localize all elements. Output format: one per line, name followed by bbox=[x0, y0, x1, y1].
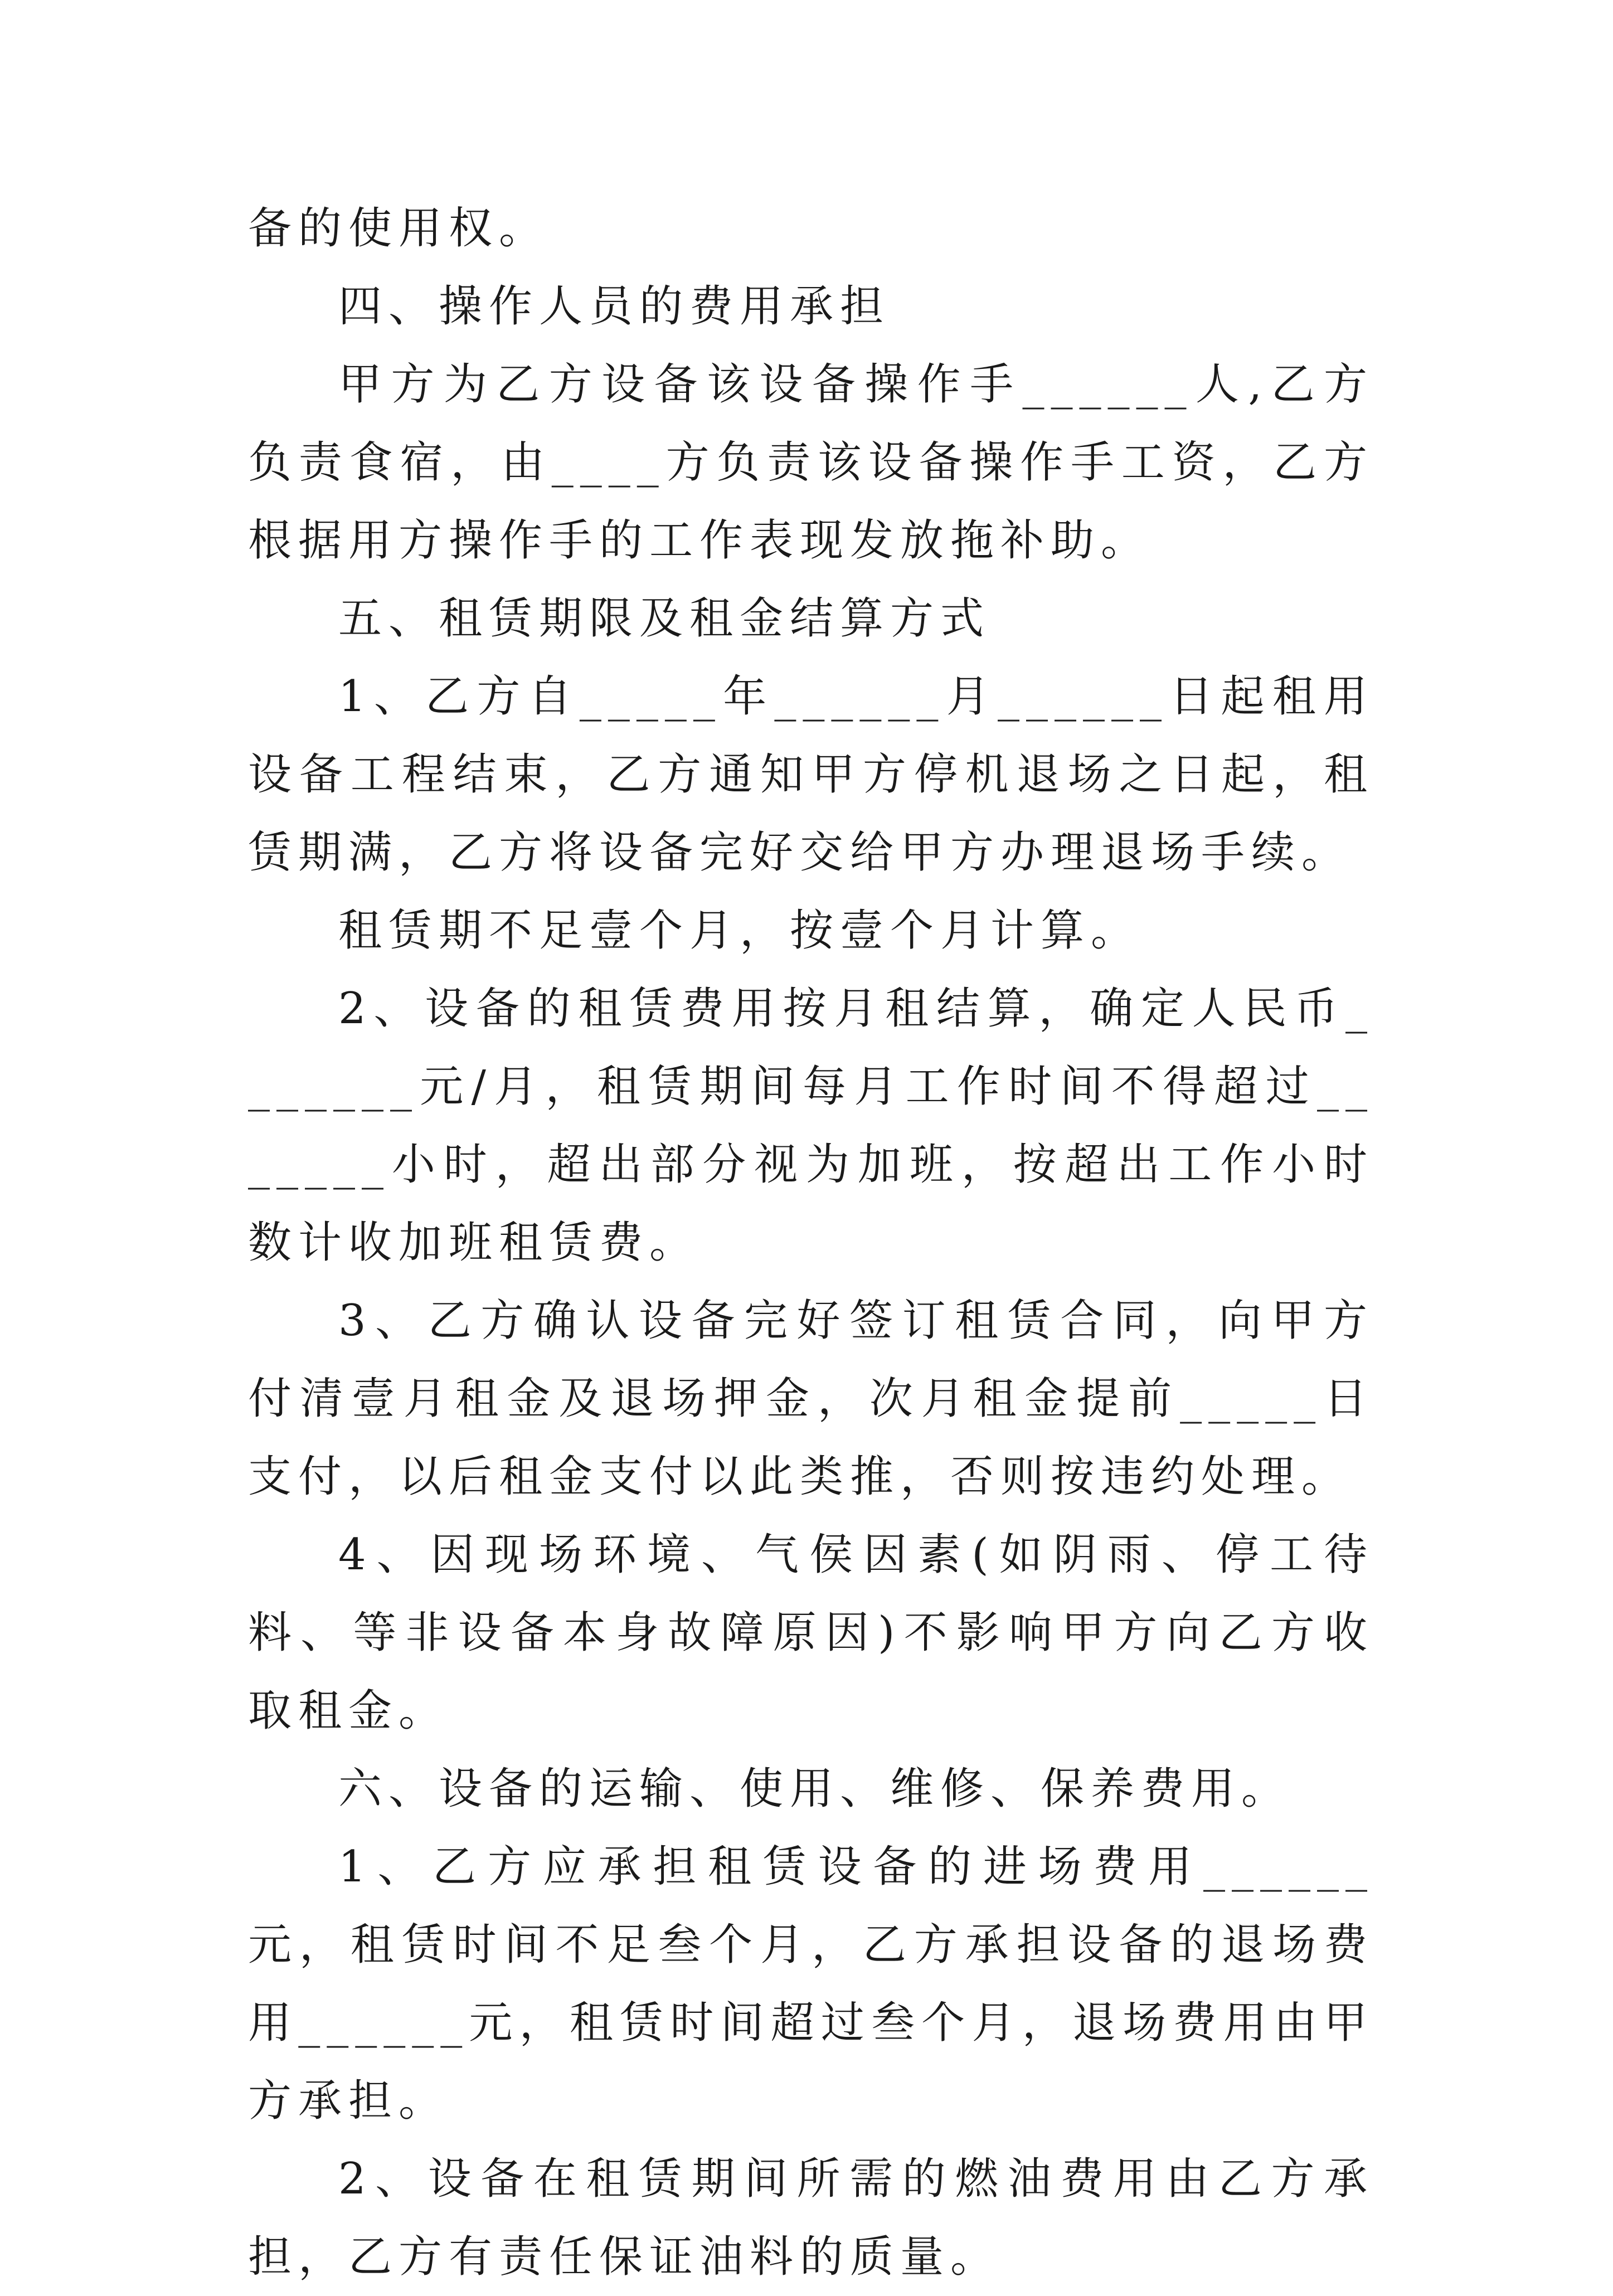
clause-monthly-rent: 2、设备的租赁费用按月租结算，确定人民币_______元/月，租赁期间每月工作时间不得超过_______小时，超出部分视为加班，按超出工作小时数计收加班租赁费。 bbox=[248, 984, 1374, 1268]
paragraph-operator-terms: 甲方为乙方设备该设备操作手______人,乙方负责食宿，由____方负责该设备操作手工资，乙方根据用方操作手的工作表现发放拖补助。 bbox=[248, 359, 1374, 566]
section-heading-operator-costs: 四、操作人员的费用承担 bbox=[338, 281, 891, 332]
section-heading-lease-term: 五、租赁期限及租金结算方式 bbox=[338, 594, 991, 644]
section-heading-transport-costs: 六、设备的运输、使用、维修、保养费用。 bbox=[338, 1764, 1292, 1814]
clause-payment: 3、乙方确认设备完好签订租赁合同，向甲方付清壹月租金及退场押金，次月租金提前_____日支付，以后租金支付以此类推，否则按违约处理。 bbox=[248, 1296, 1374, 1502]
document-body bbox=[248, 189, 1374, 2296]
clause-weather: 4、因现场环境、气侯因素(如阴雨、停工待料、等非设备本身故障原因)不影响甲方向乙方收取租金。 bbox=[248, 1530, 1374, 1736]
clause-lease-period: 1、乙方自_____年______月______日起租用设备工程结束，乙方通知甲方停机退场之日起，租赁期满，乙方将设备完好交给甲方办理退场手续。 bbox=[248, 672, 1374, 878]
clause-entry-exit-fees: 1、乙方应承担租赁设备的进场费用______元，租赁时间不足叁个月，乙方承担设备的退场费用______元，租赁时间超过叁个月，退场费用由甲方承担。 bbox=[248, 1842, 1374, 2126]
paragraph-continuation: 备的使用权。 bbox=[248, 203, 550, 254]
clause-fuel: 2、设备在租赁期间所需的燃油费用由乙方承担，乙方有责任保证油料的质量。 bbox=[248, 2154, 1374, 2282]
clause-partial-month: 租赁期不足壹个月，按壹个月计算。 bbox=[338, 906, 1141, 956]
